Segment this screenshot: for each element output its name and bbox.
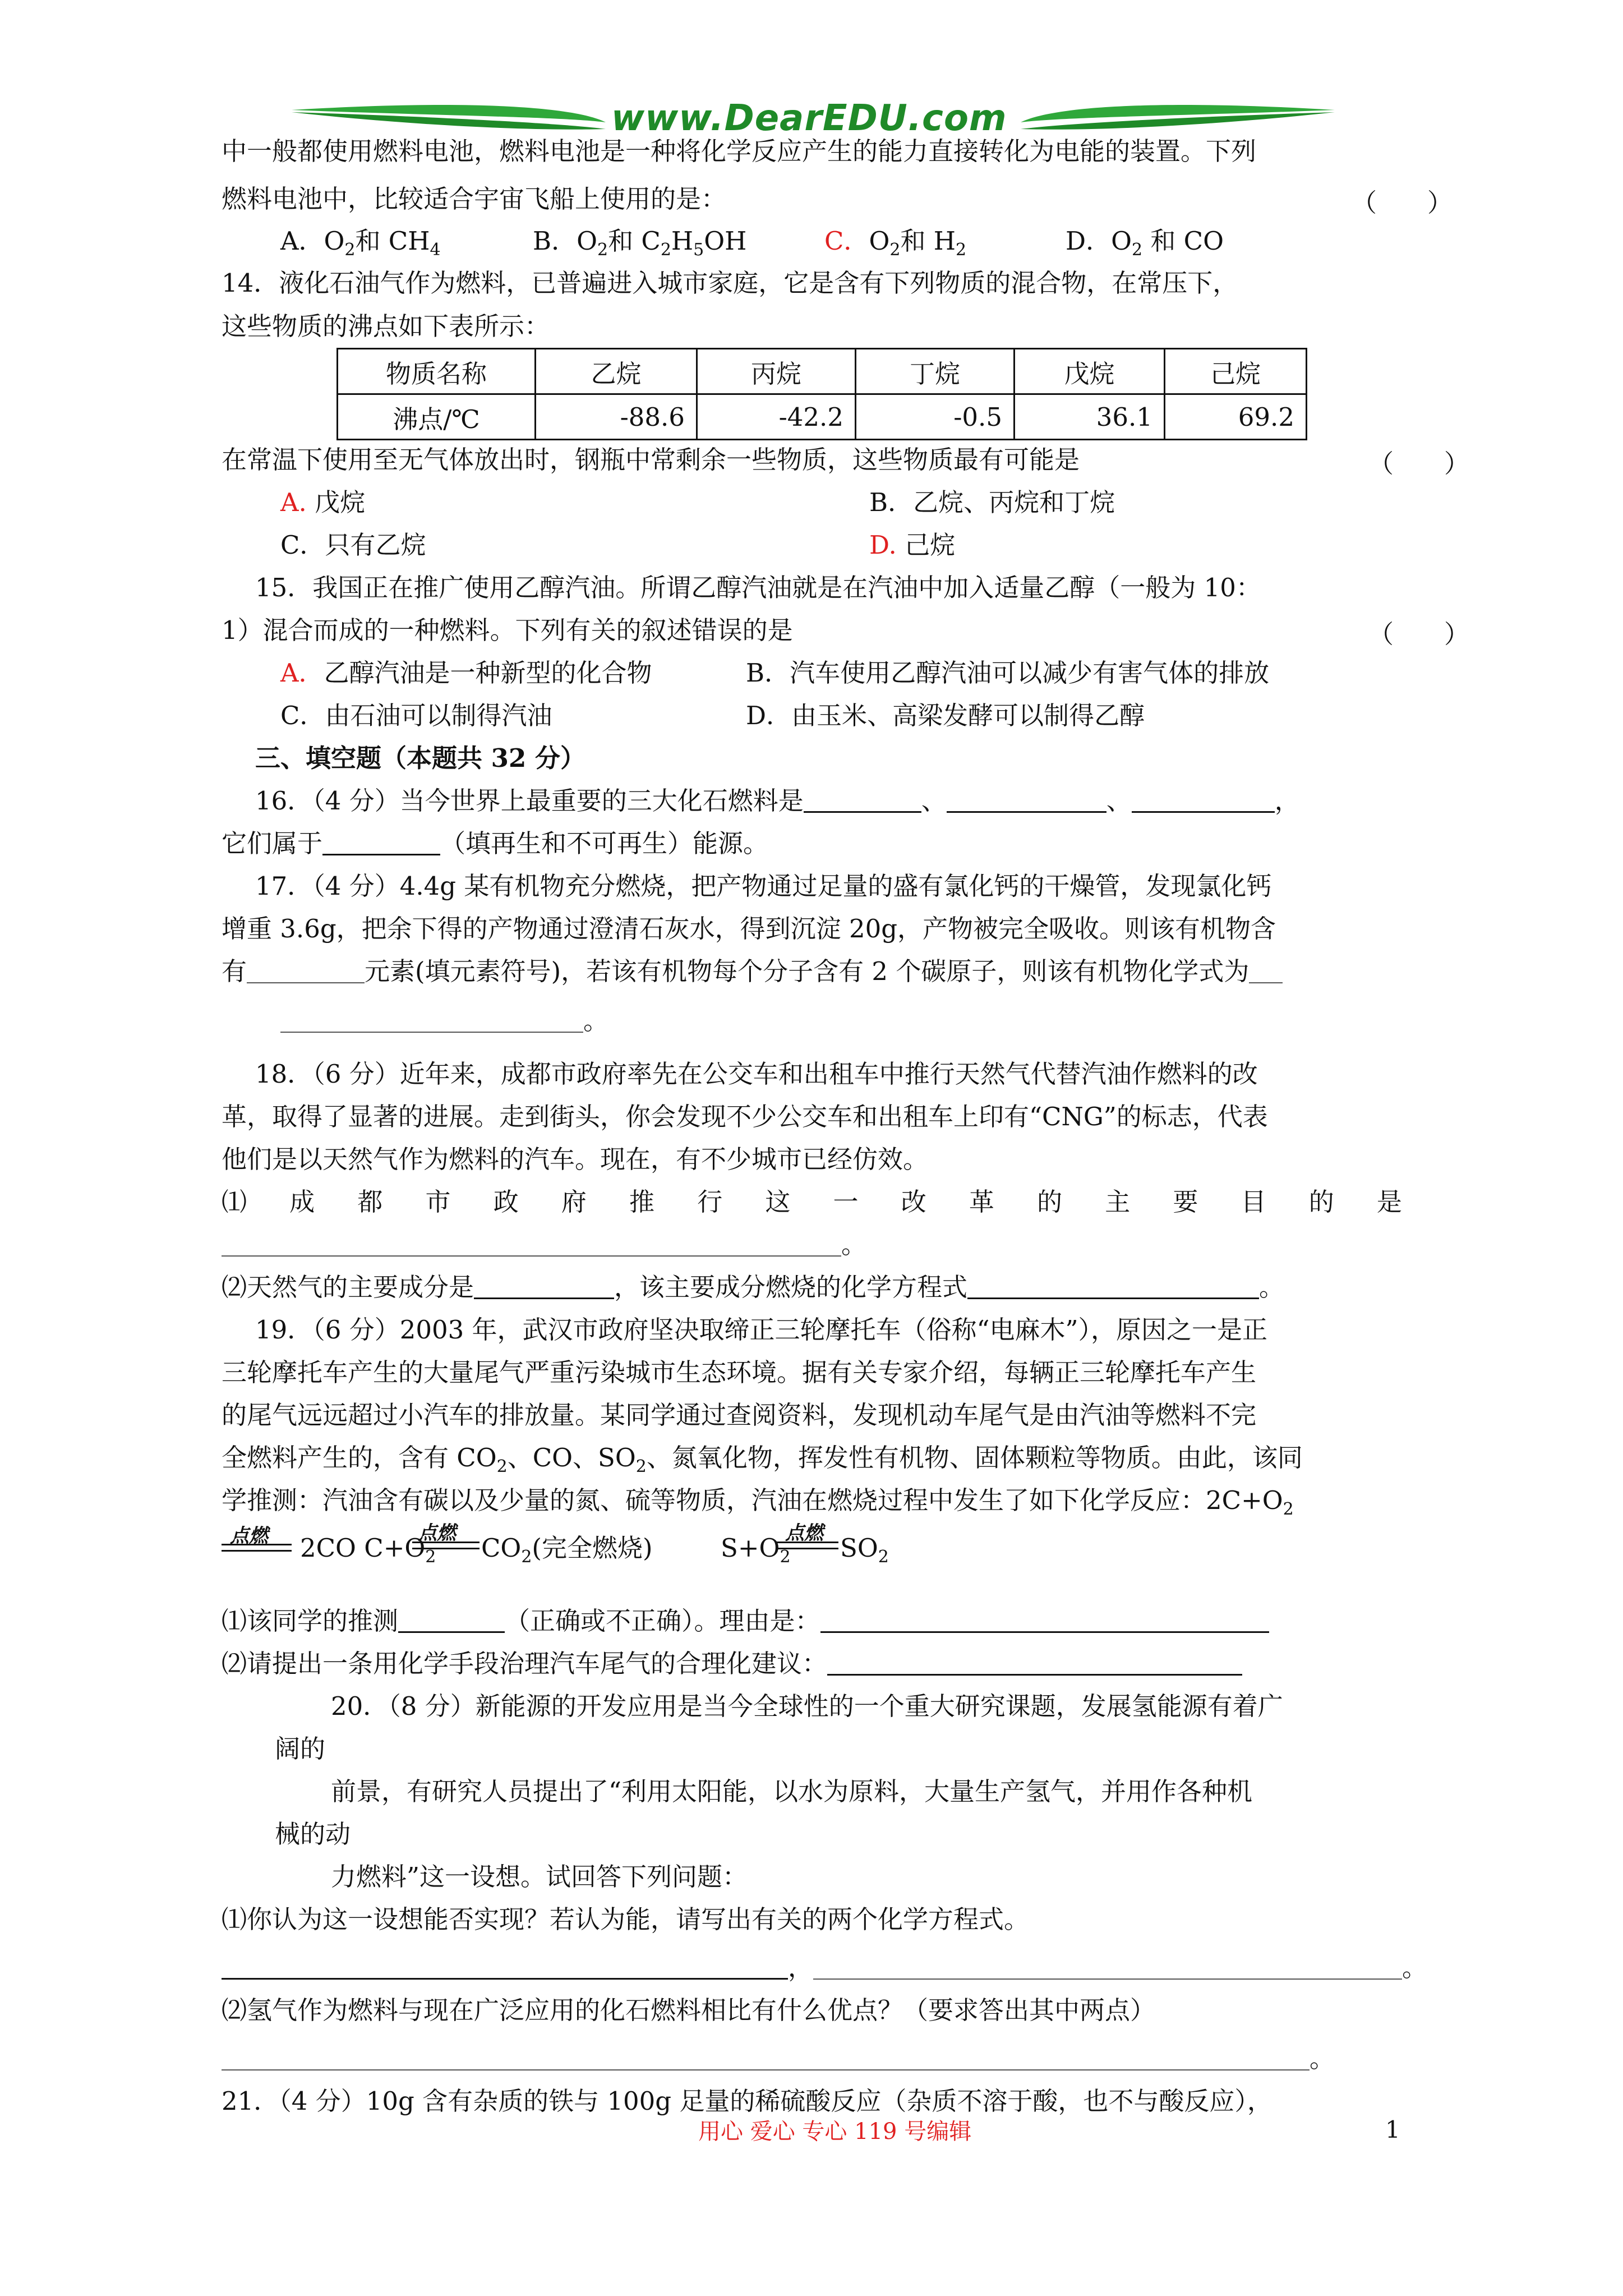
ignite-label: 点燃	[230, 1525, 268, 1547]
q19-line3: 的尾气远远超过小汽车的排放量。某同学通过查阅资料，发现机动车尾气是由汽油等燃料不完	[222, 1400, 1257, 1430]
answer-blank[interactable]	[967, 1275, 1259, 1299]
q15-option-d: D．由玉米、高梁发酵可以制得乙醇	[746, 701, 1145, 730]
answer-blank[interactable]	[1249, 960, 1283, 983]
q19-equation-4: $SO_2$	[840, 1533, 889, 1567]
page-footer: 用心 爱心 专心 119 号编辑	[698, 2119, 972, 2145]
q15-option-a: A．乙醇汽油是一种新型的化合物	[280, 658, 652, 688]
reaction-arrow	[222, 1544, 292, 1552]
answer-blank[interactable]	[820, 1609, 1269, 1633]
q17-line3: 有 元素(填元素符号)，若该有机物每个分子含有 2 个碳原子，则该有机物化学式为	[222, 955, 1283, 988]
q18-line1: 18．（6 分）近年来，成都市政府率先在公交车和出租车中推行天然气代替汽油作燃料的改	[255, 1059, 1258, 1089]
answer-blank[interactable]	[398, 1609, 505, 1633]
q14-option-b: B．乙烷、丙烷和丁烷	[869, 487, 1115, 517]
q20-line2: 阔的	[275, 1734, 326, 1764]
q18-sub1-answer: 。	[222, 1228, 866, 1262]
answer-blank[interactable]	[813, 1956, 1402, 1980]
q15-line1: 15．我国正在推广使用乙醇汽油。所谓乙醇汽油就是在汽油中加入适量乙醇（一般为 10：	[255, 573, 1261, 602]
reaction-arrow	[412, 1542, 479, 1549]
page-number: 1	[1385, 2116, 1400, 2143]
q19-equation-2: $CO_2$(完全燃烧)	[481, 1533, 653, 1567]
table-cell: -42.2	[697, 394, 856, 440]
q20-sub2-answer: 。	[222, 2042, 1335, 2076]
table-cell: 丙烷	[697, 349, 856, 394]
q16-line2: 它们属于 （填再生和不可再生）能源。	[222, 829, 769, 858]
q15-option-c: C．由石油可以制得汽油	[280, 701, 552, 730]
q15-line2: 1）混合而成的一种燃料。下列有关的叙述错误的是	[222, 615, 793, 645]
table-cell: 36.1	[1015, 394, 1165, 440]
table-cell: 己烷	[1165, 349, 1307, 394]
q20-sub1-answer: ， 。	[222, 1951, 1427, 1985]
q19-line4: 全燃料产生的，含有 $CO_2$、CO、$SO_2$、氮氧化物，挥发性有机物、固体颗粒等物质。由此，该同	[222, 1443, 1303, 1476]
boiling-point-table	[336, 348, 1307, 440]
q14-option-c: C．只有乙烷	[280, 530, 426, 560]
answer-blank[interactable]	[827, 1651, 1242, 1676]
q13-line1: 中一般都使用燃料电池，燃料电池是一种将化学反应产生的能力直接转化为电能的装置。下列	[222, 136, 1257, 166]
q20-line5: 力燃料”这一设想。试回答下列问题：	[331, 1862, 748, 1892]
reaction-arrow	[777, 1542, 838, 1549]
answer-blank[interactable]	[322, 831, 440, 855]
q15-answer-paren: （ ）	[1368, 619, 1470, 649]
q14-option-a: A. 戊烷	[280, 487, 366, 517]
q19-equation-3: $S+O_2$	[721, 1533, 791, 1567]
table-cell: 沸点/℃	[338, 394, 536, 440]
q19-line5: 学推测：汽油含有碳以及少量的氮、硫等物质，汽油在燃烧过程中发生了如下化学反应：$2C+O_2$	[222, 1485, 1294, 1519]
q17-line1: 17．（4 分）4.4g 某有机物充分燃烧，把产物通过足量的盛有氯化钙的干燥管，发现氯化钙	[255, 871, 1272, 901]
q14-answer-paren: （ ）	[1368, 449, 1470, 478]
q19-equation-1: 2CO $C+O_2$	[300, 1533, 436, 1567]
table-cell: 丁烷	[856, 349, 1015, 394]
table-cell: -88.6	[536, 394, 697, 440]
answer-blank[interactable]	[222, 2047, 1310, 2070]
table-header-row	[338, 349, 1307, 394]
q20-sub1: ⑴你认为这一设想能否实现？若认为能，请写出有关的两个化学方程式。	[222, 1904, 1030, 1934]
q13-option-c: C．$O_2$和 $H_2$	[824, 226, 967, 260]
answer-blank[interactable]	[222, 1233, 841, 1257]
section-title-fill-in: 三、填空题（本题共 32 分）	[255, 743, 585, 773]
q14-option-d: D. 己烷	[869, 530, 956, 560]
ignite-label: 点燃	[785, 1522, 823, 1544]
q18-sub2: ⑵天然气的主要成分是 ，该主要成分燃烧的化学方程式 。	[222, 1272, 1285, 1302]
q19-line2: 三轮摩托车产生的大量尾气严重污染城市生态环境。据有关专家介绍，每辆正三轮摩托车产生	[222, 1358, 1257, 1387]
q15-option-b: B．汽车使用乙醇汽油可以减少有害气体的排放	[746, 658, 1270, 688]
answer-blank[interactable]	[247, 960, 365, 983]
q13-line2: 燃料电池中，比较适合宇宙飞船上使用的是：	[222, 184, 727, 214]
q13-option-d: D．$O_2$ 和 CO	[1066, 226, 1224, 260]
table-cell: 物质名称	[338, 349, 536, 394]
q20-line4: 械的动	[275, 1819, 351, 1849]
ignite-label: 点燃	[418, 1522, 456, 1544]
q21-line1: 21．（4 分）10g 含有杂质的铁与 100g 足量的稀硫酸反应（杂质不溶于酸，也不与酸反应），	[222, 2086, 1272, 2116]
q14-line1: 14．液化石油气作为燃料，已普遍进入城市家庭，它是含有下列物质的混合物，在常压下，	[222, 268, 1238, 298]
q19-line1: 19．（6 分）2003 年，武汉市政府坚决取缔正三轮摩托车（俗称“电麻木”），原因之一是正	[255, 1315, 1268, 1345]
q19-sub1: ⑴该同学的推测 （正确或不正确）。理由是：	[222, 1604, 1269, 1638]
q16-line1: 16．（4 分）当今世界上最重要的三大化石燃料是 、 、 ，	[255, 786, 1300, 816]
q17-line2: 增重 3.6g，把余下得的产物通过澄清石灰水，得到沉淀 20g，产物被完全吸收。则该有机物含	[222, 914, 1276, 944]
answer-blank[interactable]	[474, 1275, 614, 1299]
q18-sub1: ⑴ 成 都 市 政 府 推 行 这 一 改 革 的 主 要 目 的 是	[222, 1187, 1402, 1217]
table-cell: 戊烷	[1015, 349, 1165, 394]
q13-option-b: B．$O_2$和 $C_2H_5OH$	[533, 226, 747, 260]
header-logo-text: www.DearEDU.com	[611, 98, 1007, 139]
answer-blank[interactable]	[1132, 789, 1275, 813]
table-cell: 乙烷	[536, 349, 697, 394]
q19-sub2: ⑵请提出一条用化学手段治理汽车尾气的合理化建议：	[222, 1647, 1242, 1681]
answer-blank[interactable]	[280, 1009, 583, 1033]
table-cell: 69.2	[1165, 394, 1307, 440]
q18-line2: 革，取得了显著的进展。走到街头，你会发现不少公交车和出租车上印有“CNG”的标志，代表	[222, 1102, 1268, 1131]
table-row	[338, 394, 1307, 440]
q18-line3: 他们是以天然气作为燃料的汽车。现在，有不少城市已经仿效。	[222, 1144, 929, 1174]
answer-blank[interactable]	[222, 1955, 788, 1980]
q13-option-a: A．$O_2$和 $CH_4$	[280, 226, 441, 260]
answer-blank[interactable]	[804, 789, 921, 813]
q17-line4: 。	[280, 1004, 608, 1038]
table-cell: -0.5	[856, 394, 1015, 440]
answer-blank[interactable]	[947, 789, 1106, 813]
q14-line2: 这些物质的沸点如下表所示：	[222, 311, 550, 341]
q20-line1: 20．（8 分）新能源的开发应用是当今全球性的一个重大研究课题，发展氢能源有着广	[331, 1691, 1283, 1721]
q14-line3: 在常温下使用至无气体放出时，钢瓶中常剩余一些物质，这些物质最有可能是	[222, 445, 1080, 475]
q20-sub2: ⑵氢气作为燃料与现在广泛应用的化石燃料相比有什么优点？（要求答出其中两点）	[222, 1995, 1156, 2025]
q20-line3: 前景，有研究人员提出了“利用太阳能，以水为原料，大量生产氢气，并用作各种机	[331, 1777, 1253, 1806]
q13-answer-paren: （ ）	[1352, 188, 1453, 218]
